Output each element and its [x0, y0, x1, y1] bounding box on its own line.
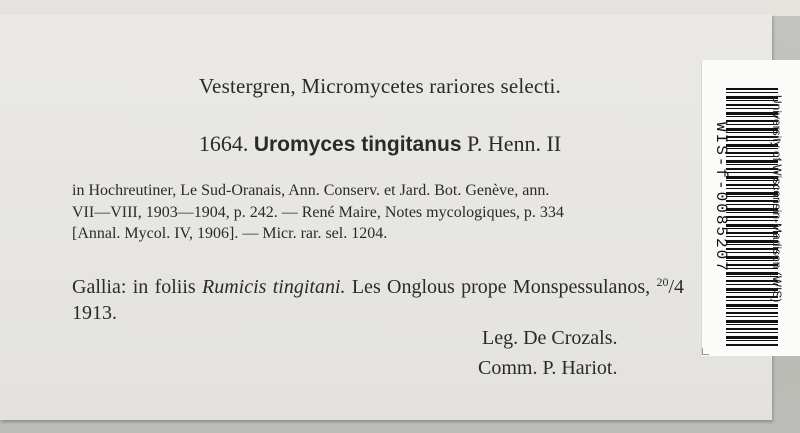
barcode-number: WIS-f-0085207 [712, 122, 730, 273]
communicator-line: Comm. P. Hariot. [478, 357, 618, 379]
date-day: 20 [656, 275, 669, 289]
bibliography [72, 180, 684, 245]
locality-place: Les Onglous prope Monspessulanos, [351, 276, 651, 298]
bibliography-line-3: [Annal. Mycol. IV, 1906]. — Micr. rar. sel. 1204. [72, 225, 388, 242]
locality-prefix: Gallia: in foliis [72, 276, 196, 298]
date-month: 4 [674, 276, 685, 298]
bibliography-line-2: VII—VIII, 1903—1904, p. 242. — René Maire, Notes mycologiques, p. 334 [72, 203, 564, 221]
species-author: P. Henn. [467, 131, 541, 156]
bibliography-line-1: in Hochreutiner, Le Sud-Oranais, Ann. Conserv. et Jard. Bot. Genève, ann. [72, 182, 550, 199]
locality-text [72, 269, 684, 326]
series-header: Vestergren, Micromycetes rariores selecti. [199, 74, 561, 98]
exsiccata-number: 1664. [198, 131, 249, 156]
species-name: Uromyces tingitanus [253, 133, 462, 156]
collector-line: Leg. De Crozals. [482, 327, 618, 349]
host-plant: Rumicis tingitani. [202, 276, 346, 298]
barcode-institution: University of Wisconsin-Madison (WIS) [770, 95, 784, 303]
specimen-label [0, 14, 772, 420]
date-year: 1913. [72, 302, 117, 324]
corner-mark [702, 348, 709, 355]
collection-date: $^{20}$/4 [656, 275, 685, 298]
specimen-title [0, 131, 760, 157]
spore-stage: II [546, 131, 562, 156]
